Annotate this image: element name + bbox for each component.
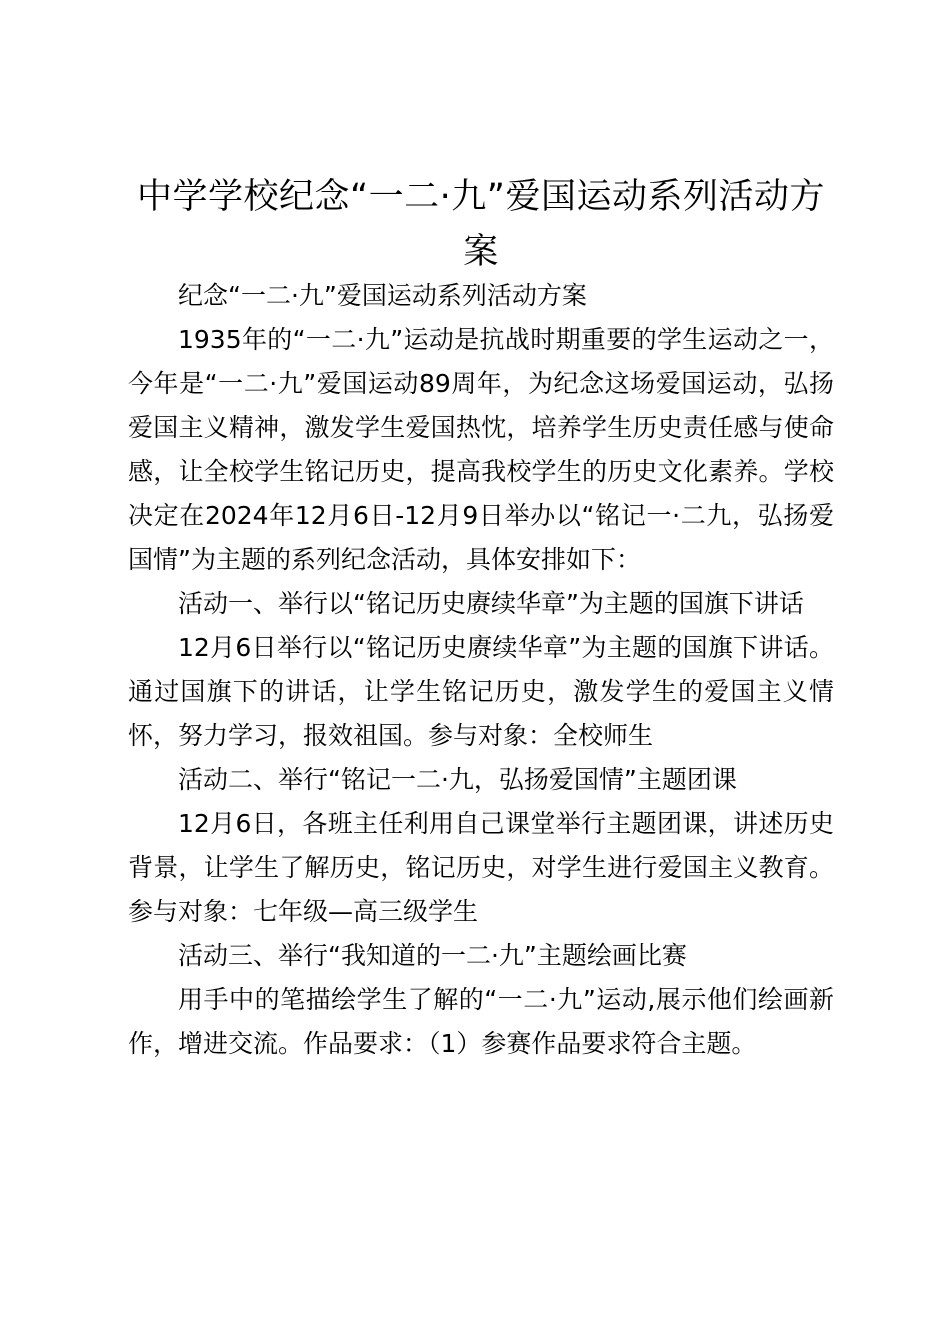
activity-three-heading: 活动三、举行“我知道的一二·九”主题绘画比赛 (178, 941, 687, 970)
document-body (128, 274, 834, 1066)
activity-three-detail: 用手中的笔描绘学生了解的“一二·九”运动,展示他们绘画新作，增进交流。作品要求：（1）参赛作品要求符合主题。 (128, 985, 834, 1058)
activity-one-heading: 活动一、举行以“铭记历史赓续华章”为主题的国旗下讲话 (178, 589, 804, 618)
activity-one-detail: 12月6日举行以“铭记历史赓续华章”为主题的国旗下讲话。通过国旗下的讲话，让学生铭记历史，激发学生的爱国主义情怀，努力学习，报效祖国。参与对象：全校师生 (128, 633, 834, 750)
paragraph-subtitle: 纪念“一二·九”爱国运动系列活动方案 (178, 281, 587, 310)
document-title: 中学学校纪念“一二·九”爱国运动系列活动方案 (137, 177, 825, 272)
activity-two-detail: 12月6日，各班主任利用自己课堂举行主题团课，讲述历史背景，让学生了解历史，铭记历史，对学生进行爱国主义教育。参与对象：七年级—高三级学生 (128, 809, 834, 926)
paragraph-intro: 1935年的“一二·九”运动是抗战时期重要的学生运动之一，今年是“一二·九”爱国运动89周年，为纪念这场爱国运动，弘扬爱国主义精神，激发学生爱国热忱，培养学生历史责任感与使命感，让全校学生铭记历史，提高我校学生的历史文化素养。学校决定在2024年12月6日-12月9日举办以“铭记一·二九，弘扬爱国情”为主题的系列纪念活动，具体安排如下： (128, 325, 834, 574)
activity-two-heading: 活动二、举行“铭记一二·九，弘扬爱国情”主题团课 (178, 765, 737, 794)
